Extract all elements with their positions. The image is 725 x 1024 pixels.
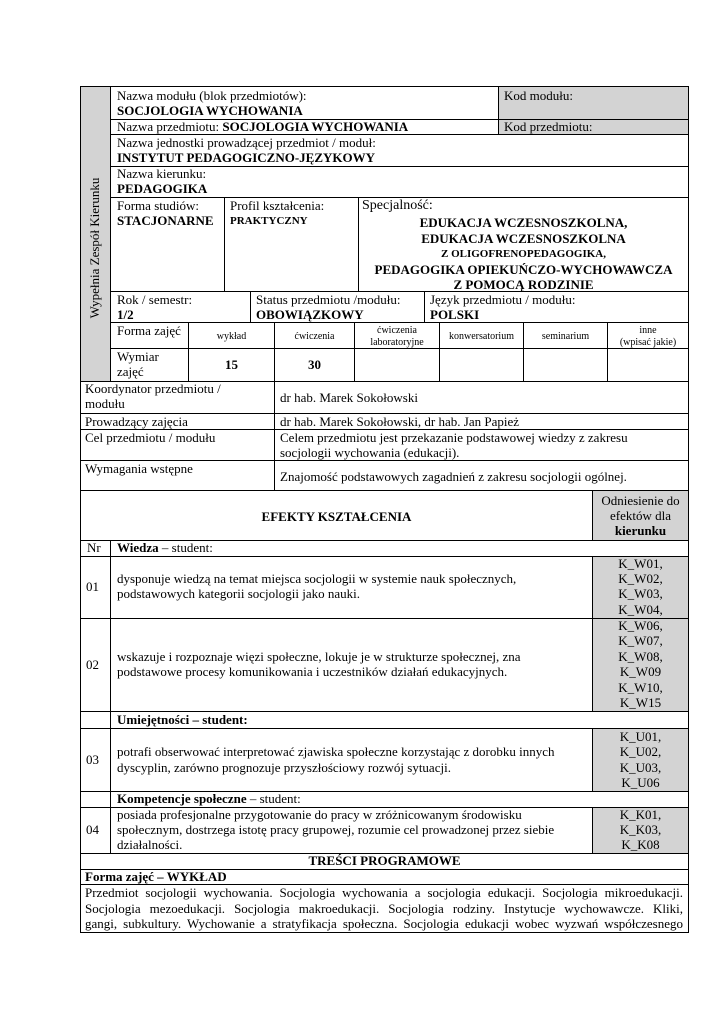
hours-exercises-value: 30 — [308, 357, 321, 372]
outcome-04-nr: 04 — [86, 822, 99, 837]
knowledge-section-row — [117, 541, 213, 555]
outcome-04-ref-1: K_K01, — [619, 807, 662, 822]
outcomes-ref-line1: Odniesienie do — [601, 493, 680, 508]
skills-section-suffix: – student: — [189, 712, 248, 727]
program-text-line1: Przedmiot socjologii wychowania. Socjologia wychowania a socjologia edukacji. Socjologia mikroedukacji. — [85, 885, 683, 900]
prereq-label: Wymagania wstępne — [85, 461, 193, 476]
outcomes-ref-line2: efektów dla — [609, 508, 671, 523]
outcome-01-ref-4: K_W04, — [618, 602, 663, 617]
hours-label-line1: Wymiar — [117, 349, 159, 364]
module-name-label: Nazwa modułu (blok przedmiotów): — [117, 88, 307, 103]
field-label: Nazwa kierunku: — [117, 166, 207, 181]
goal-label: Cel przedmiotu / modułu — [85, 430, 216, 445]
knowledge-section-suffix: – student: — [158, 540, 213, 555]
class-form-label: Forma zajęć — [117, 323, 181, 338]
coordinator-label-line1: Koordynator przedmiotu / — [85, 381, 221, 396]
coordinator-value: dr hab. Marek Sokołowski — [280, 390, 418, 405]
outcome-04-ref-2: K_K03, — [619, 822, 662, 837]
lecturers-label: Prowadzący zajęcia — [85, 414, 188, 429]
outcomes-nr-label: Nr — [87, 540, 101, 555]
goal-value-line2: socjologii wychowania (edukacji). — [280, 445, 460, 460]
subject-name-value: SOCJOLOGIA WYCHOWANIA — [222, 119, 409, 134]
program-text-line3: gangi, subkultury. Wychowanie a stratyfikacja społeczna. Socjologia edukacji wobec wyzwań współczesnego — [85, 916, 683, 931]
skills-section-row — [117, 713, 248, 727]
outcome-02-ref-1: K_W06, — [618, 618, 663, 633]
module-code-label: Kod modułu: — [504, 88, 573, 103]
module-name-value: SOCJOLOGIA WYCHOWANIA — [117, 103, 303, 118]
outcome-02-ref-3: K_W08, — [618, 649, 663, 664]
knowledge-section-label: Wiedza — [117, 540, 159, 555]
outcome-02-ref-5: K_W10, — [618, 680, 663, 695]
outcome-01-ref-3: K_W03, — [618, 586, 663, 601]
outcome-03-ref-3: K_U03, — [619, 760, 662, 775]
field-value: PEDAGOGIKA — [117, 181, 208, 196]
outcome-03-nr: 03 — [86, 752, 99, 767]
program-text-line2: Socjologia mezoedukacji. Socjologia makroedukacji. Socjologia rodziny. Instytucje wychowawcze. Kliki, — [85, 901, 683, 916]
class-type-other-line1: inne — [639, 325, 657, 336]
year-label: Rok / semestr: — [117, 292, 193, 307]
hours-lecture-value: 15 — [225, 357, 238, 372]
program-form-label: Forma zajęć – WYKŁAD — [85, 869, 227, 884]
specialty-line-1: EDUKACJA WCZESNOSZKOLNA, — [419, 215, 628, 230]
outcome-01-ref-1: K_W01, — [618, 556, 663, 571]
unit-label: Nazwa jednostki prowadzącej przedmiot / moduł: — [117, 135, 376, 150]
specialty-label: Specjalność: — [362, 198, 433, 213]
side-label — [80, 115, 110, 381]
study-form-value: STACJONARNE — [117, 213, 214, 228]
outcome-04-text-line1: posiada profesjonalne przygotowanie do pracy w zróżnicowanym środowisku — [117, 807, 522, 822]
outcome-01-ref-2: K_W02, — [618, 571, 663, 586]
outcome-03-ref-2: K_U02, — [619, 744, 662, 759]
side-label-text: Wypełnia Zespół Kierunku — [87, 177, 102, 319]
hours-label-line2: zajęć — [117, 364, 144, 379]
status-value: OBOWIĄZKOWY — [256, 307, 364, 322]
outcome-03-text-line2: dyscyplin, zarówno prognozuje przyszłościowy rozwój sytuacji. — [117, 760, 451, 775]
status-label: Status przedmiotu /modułu: — [256, 292, 401, 307]
outcomes-ref-line3: kierunku — [614, 523, 667, 538]
outcome-04-text-line3: działalności. — [117, 837, 183, 852]
class-type-conversatory: konwersatorium — [449, 331, 514, 342]
outcome-01-text-line1: dysponuje wiedzą na temat miejsca socjologii w systemie nauk społecznych, — [117, 571, 517, 586]
outcome-02-ref-2: K_W07, — [618, 633, 663, 648]
specialty-line-5: Z POMOCĄ RODZINIE — [453, 277, 594, 292]
class-type-lecture: wykład — [216, 331, 247, 342]
coordinator-label-line2: modułu — [85, 396, 125, 411]
outcomes-title: EFEKTY KSZTAŁCENIA — [261, 509, 412, 524]
profile-label: Profil kształcenia: — [230, 198, 325, 213]
subject-code-label: Kod przedmiotu: — [504, 119, 593, 134]
class-type-seminar: seminarium — [541, 331, 590, 342]
study-form-label: Forma studiów: — [117, 198, 199, 213]
outcome-02-text-line1: wskazuje i rozpoznaje więzi społeczne, lokuje je w strukturze społecznej, zna — [117, 649, 521, 664]
class-type-lab-line2: laboratoryjne — [370, 337, 424, 348]
class-type-lab-line1: ćwiczenia — [377, 325, 417, 336]
competence-section-row — [117, 792, 301, 806]
language-label: Język przedmiotu / modułu: — [430, 292, 576, 307]
class-type-exercises: ćwiczenia — [294, 331, 335, 342]
outcome-01-text-line2: podstawowych kategorii socjologii jako nauki. — [117, 586, 360, 601]
outcome-03-text-line1: potrafi obserwować interpretować zjawiska społeczne korzystając z dorobku innych — [117, 744, 555, 759]
outcome-02-ref-6: K_W15 — [619, 695, 662, 710]
competence-section-suffix: – student: — [246, 791, 301, 806]
class-type-other-line2: (wpisać jakie) — [619, 337, 677, 348]
competence-section-label: Kompetencje społeczne — [117, 791, 247, 806]
year-value: 1/2 — [117, 307, 134, 322]
outcome-04-ref-3: K_K08 — [621, 837, 660, 852]
outcome-04-text-line2: społecznym, dostrzega istotę pracy grupowej, rozumie cel prowadzonej przez siebie — [117, 822, 555, 837]
outcome-03-ref-4: K_U06 — [621, 775, 660, 790]
subject-name-row — [117, 120, 408, 134]
program-title: TREŚCI PROGRAMOWE — [308, 853, 461, 868]
prereq-value: Znajomość podstawowych zagadnień z zakresu socjologii ogólnej. — [280, 469, 627, 484]
outcome-01-nr: 01 — [86, 579, 99, 594]
specialty-line-3: Z OLIGOFRENOPEDAGOGIKA, — [440, 248, 607, 260]
lecturers-value: dr hab. Marek Sokołowski, dr hab. Jan Papież — [280, 414, 520, 429]
outcome-02-nr: 02 — [86, 657, 99, 672]
specialty-line-2: EDUKACJA WCZESNOSZKOLNA — [421, 231, 626, 246]
skills-section-label: Umiejętności — [117, 712, 190, 727]
unit-value: INSTYTUT PEDAGOGICZNO-JĘZYKOWY — [117, 150, 375, 165]
subject-name-label: Nazwa przedmiotu: — [117, 119, 220, 134]
profile-value: PRAKTYCZNY — [230, 215, 308, 227]
outcome-03-ref-1: K_U01, — [619, 729, 662, 744]
outcome-02-ref-4: K_W09 — [619, 664, 662, 679]
specialty-line-4: PEDAGOGIKA OPIEKUŃCZO-WYCHOWAWCZA — [374, 262, 673, 277]
goal-value-line1: Celem przedmiotu jest przekazanie podstawowej wiedzy z zakresu — [280, 430, 628, 445]
outcome-02-text-line2: podstawowe procesy komunikowania i uczestników działań edukacyjnych. — [117, 664, 508, 679]
language-value: POLSKI — [430, 307, 480, 322]
